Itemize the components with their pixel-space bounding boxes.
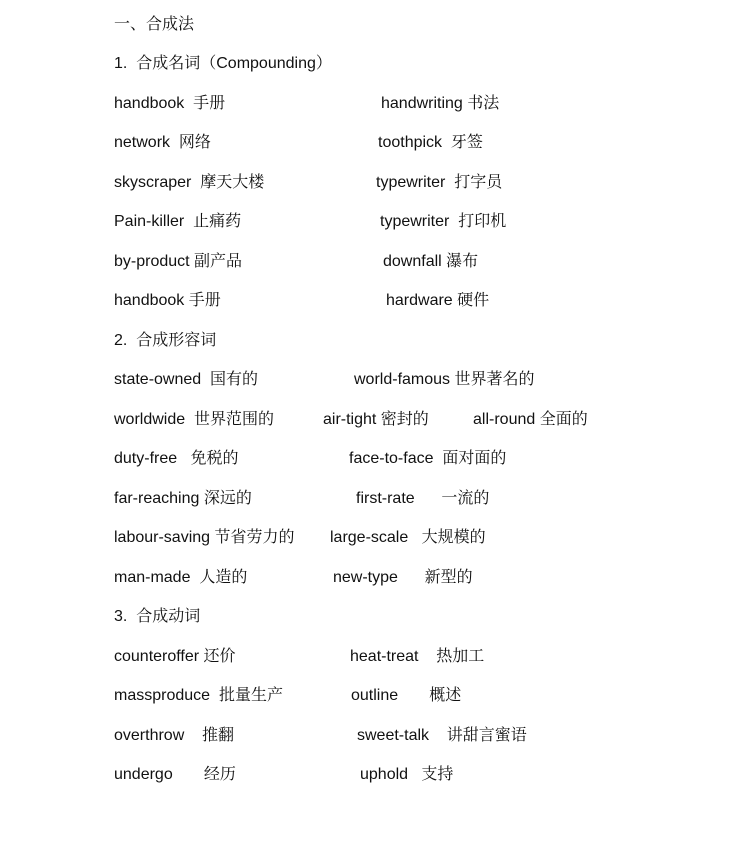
term-col-1: worldwide 世界范围的 (114, 411, 275, 428)
term-col-2: hardware 硬件 (386, 292, 490, 309)
term-col-1: skyscraper 摩天大楼 (114, 174, 265, 191)
section-title-nouns (0, 52, 753, 76)
list-item (0, 408, 753, 432)
term-col-2: handwriting 书法 (381, 95, 500, 112)
list-item (0, 526, 753, 550)
term-col-1: duty-free 免税的 (114, 450, 239, 467)
term-col-1: man-made 人造的 (114, 569, 248, 586)
term-col-2: face-to-face 面对面的 (349, 450, 507, 467)
term-col-2: air-tight 密封的 (323, 411, 429, 428)
term-col-1: undergo 经历 (114, 766, 236, 783)
term-col-2: heat-treat 热加工 (350, 648, 485, 665)
list-item (0, 645, 753, 669)
term-col-2: world-famous 世界著名的 (354, 371, 535, 388)
term-col-1: overthrow 推翻 (114, 727, 235, 744)
term-col-1: counteroffer 还价 (114, 648, 236, 665)
section-title-verbs (0, 605, 753, 629)
term-col-2: sweet-talk 讲甜言蜜语 (357, 727, 527, 744)
term-col-1: state-owned 国有的 (114, 371, 259, 388)
list-item (0, 684, 753, 708)
list-item (0, 210, 753, 234)
section-title-text: 3. 合成动词 (114, 608, 201, 625)
term-col-2: downfall 瀑布 (383, 253, 479, 270)
section-title-text: 1. 合成名词（Compounding） (114, 55, 332, 72)
term-col-2: new-type 新型的 (333, 569, 473, 586)
list-item (0, 289, 753, 313)
term-col-1: massproduce 批量生产 (114, 687, 283, 704)
term-col-2: first-rate 一流的 (356, 490, 490, 507)
term-col-1: handbook 手册 (114, 292, 221, 309)
term-col-1: labour-saving 节省劳力的 (114, 529, 295, 546)
term-col-2: toothpick 牙签 (378, 134, 483, 151)
list-item (0, 487, 753, 511)
term-col-2: outline 概述 (351, 687, 462, 704)
list-item (0, 566, 753, 590)
list-item (0, 763, 753, 787)
section-title-text: 2. 合成形容词 (114, 332, 217, 349)
term-col-1: Pain-killer 止痛药 (114, 213, 242, 230)
list-item (0, 250, 753, 274)
doc-heading (0, 13, 753, 37)
list-item (0, 131, 753, 155)
list-item (0, 724, 753, 748)
section-title-adjectives (0, 329, 753, 353)
term-col-1: handbook 手册 (114, 95, 226, 112)
list-item (0, 447, 753, 471)
term-col-2: large-scale 大规模的 (330, 529, 486, 546)
list-item (0, 368, 753, 392)
term-col-1: far-reaching 深远的 (114, 490, 252, 507)
term-col-2: typewriter 打印机 (380, 213, 507, 230)
term-col-2: uphold 支持 (360, 766, 454, 783)
term-col-3: all-round 全面的 (473, 411, 588, 428)
heading-text: 一、合成法 (114, 16, 195, 33)
term-col-1: network 网络 (114, 134, 211, 151)
term-col-2: typewriter 打字员 (376, 174, 503, 191)
list-item (0, 92, 753, 116)
term-col-1: by-product 副产品 (114, 253, 243, 270)
list-item (0, 171, 753, 195)
